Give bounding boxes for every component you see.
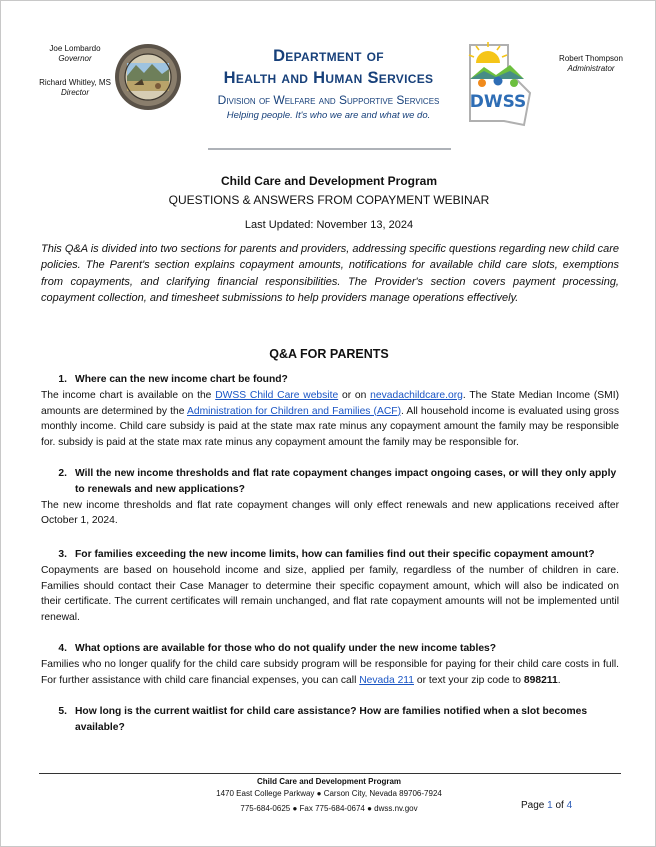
answer-text: or on	[338, 389, 371, 401]
question-text: Where can the new income chart be found?	[75, 374, 288, 385]
answer-text: Families who no longer qualify for the child care subsidy program will be responsible for paying for their child care costs in full. For further assistance with child care financial expenses, you can call	[41, 658, 619, 686]
footer-program: Child Care and Development Program	[256, 777, 402, 786]
answer-text: .	[557, 674, 561, 686]
intro-paragraph: This Q&A is divided into two sections for parents and providers, addressing specific questions regarding new child care policies. The Parent's section explains copayment amounts, notifications for available child care slots, exemptions from copayments, and clarifying financial responsibilities. The Provider's section covers payment processing, copayment collection, and timesheet submissions to help providers manage operations effectively.	[41, 243, 619, 304]
qa-item	[41, 641, 619, 688]
footer	[121, 776, 537, 815]
program-title: Child Care and Development Program	[220, 174, 438, 188]
acf-link[interactable]: Administration for Children and Families (ACF)	[186, 405, 401, 417]
header-left-officials	[29, 44, 121, 98]
answer-text: The income chart is available on the	[41, 389, 216, 401]
question-text: What options are available for those who do not qualify under the new income tables?	[75, 643, 497, 654]
dwss-logo-text: DWSS	[469, 92, 527, 112]
header-right-official	[541, 54, 641, 74]
section-title: Q&A FOR PARENTS	[269, 347, 389, 361]
question-text: Will the new income thresholds and flat rate copayment changes impact ongoing cases, or will they only apply to renewals and new applications?	[75, 468, 617, 495]
department-tagline: Helping people. It's who we are and what we do.	[226, 110, 431, 121]
header-department-block	[191, 45, 466, 123]
footer-address: 1470 East College Parkway ● Carson City, Nevada 89706-7924	[216, 789, 442, 798]
page-total: 4	[566, 800, 573, 811]
question-text: How long is the current waitlist for child care assistance? How are families notified when a slot becomes available?	[75, 706, 588, 733]
header-divider	[208, 148, 451, 150]
answer	[41, 657, 619, 689]
document-title-block	[41, 173, 617, 233]
answer-text: . The State Median Income (SMI) amounts are determined by the	[41, 389, 620, 417]
question	[41, 466, 619, 498]
question-number: 1.	[58, 374, 67, 385]
dwss-child-care-website-link[interactable]: DWSS Child Care website	[215, 389, 339, 401]
question	[41, 547, 619, 563]
question	[41, 372, 619, 388]
qa-item	[41, 372, 619, 451]
administrator-name: Robert Thompson	[559, 54, 623, 63]
answer-text: or text your zip code to	[414, 674, 524, 686]
nevada-state-seal-icon	[114, 41, 182, 113]
question-number: 3.	[58, 549, 67, 560]
document-subtitle: QUESTIONS & ANSWERS FROM COPAYMENT WEBINAR	[168, 193, 490, 207]
question-number: 4.	[58, 643, 67, 654]
answer: The new income thresholds and flat rate copayment changes will only effect renewals and new applications received after October 1, 2024.	[41, 499, 619, 527]
department-title-line1: Department of	[273, 47, 384, 65]
qa-item	[41, 466, 619, 529]
dwss-logo-icon	[464, 41, 536, 127]
governor-name: Joe Lombardo	[49, 44, 101, 53]
question-text: For families exceeding the new income limits, how can families find out their specific copayment amount?	[75, 549, 595, 560]
nevadachildcare-link[interactable]: nevadachildcare.org	[370, 389, 463, 401]
governor-role: Governor	[58, 54, 92, 63]
director-name: Richard Whitley, MS	[39, 78, 111, 87]
division-name: Division of Welfare and Supportive Services	[217, 93, 440, 107]
last-updated: Last Updated: November 13, 2024	[244, 219, 414, 231]
answer	[41, 388, 619, 451]
page-current: 1	[547, 800, 553, 811]
question-number: 2.	[58, 468, 67, 479]
answer-text: . All household income is evaluated using gross monthly income. Child care subsidy is paid at the state max rate minus any copayment amount the family may be responsible for. subsidy is paid at the state max rate minus any copayment amount the family may be responsible for.	[41, 405, 619, 449]
question	[41, 641, 619, 657]
page-number	[521, 800, 572, 811]
nevada-211-link[interactable]: Nevada 211	[359, 674, 414, 686]
page-label: Page	[521, 800, 545, 811]
footer-contact: 775-684-0625 ● Fax 775-684-0674 ● dwss.nv.gov	[240, 804, 418, 813]
administrator-role: Administrator	[567, 64, 615, 73]
footer-divider	[39, 773, 621, 774]
director-role: Director	[60, 88, 89, 97]
qa-item	[41, 547, 619, 626]
question-number: 5.	[58, 706, 67, 717]
department-title-line2: Health and Human Services	[223, 69, 434, 87]
page-of: of	[555, 800, 564, 811]
text-code: 898211	[523, 674, 558, 686]
answer: Copayments are based on household income and size, applied per family, regardless of the number of children in care. Families should contact their Case Manager to determine their specific copayment amount, which will also be indicated on their certificate. The current certificates will remain unchanged, and flat rate copayment amounts will not be implemented until renewal.	[41, 564, 619, 624]
qa-item	[41, 704, 619, 736]
question	[41, 704, 619, 736]
